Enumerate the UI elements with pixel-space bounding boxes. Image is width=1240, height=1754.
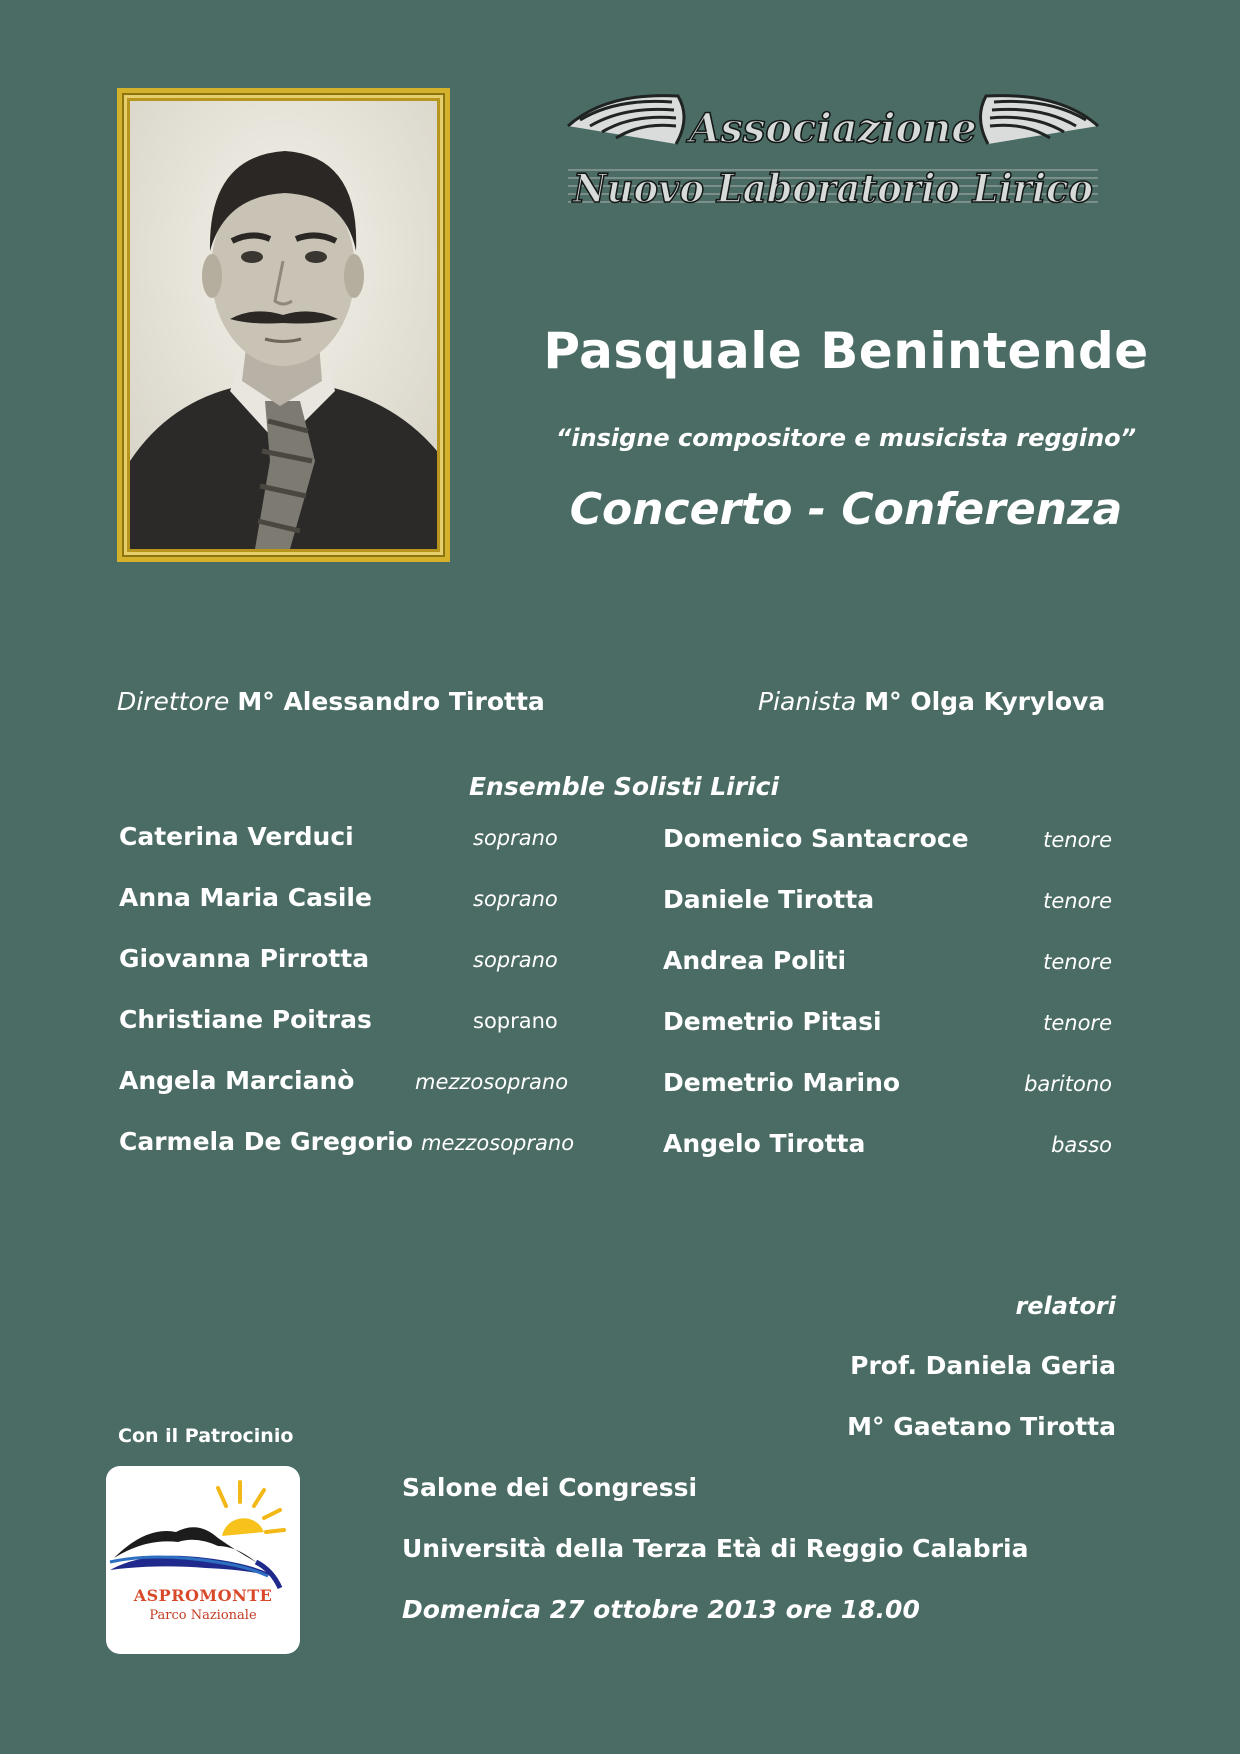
venue-institution: Università della Terza Età di Reggio Calabria [402,1534,1029,1563]
singer-voice: soprano [473,1009,558,1033]
singer-name: Anna Maria Casile [119,883,372,912]
singer-voice: tenore [1043,828,1112,852]
portrait-photo [130,101,437,549]
singer-voice: soprano [473,948,558,972]
speaker-name: Prof. Daniela Geria [850,1351,1116,1380]
event-datetime: Domenica 27 ottobre 2013 ore 18.00 [402,1595,920,1624]
mountain-sun-icon [106,1466,300,1654]
singer-name: Angelo Tirotta [663,1129,866,1158]
speakers-heading: relatori [1015,1292,1116,1320]
aspromonte-logo-name: ASPROMONTE [133,1586,273,1605]
singer-name: Giovanna Pirrotta [119,944,370,973]
logo-line-1: Associazione [689,105,977,152]
ensemble-title: Ensemble Solisti Lirici [468,772,780,801]
singer-voice: tenore [1043,1011,1112,1035]
speaker-name: M° Gaetano Tirotta [847,1412,1116,1441]
conductor-name: M° Alessandro Tirotta [237,687,545,716]
singer-voice: tenore [1043,950,1112,974]
conductor-role: Direttore [117,687,230,716]
venue-hall: Salone dei Congressi [402,1473,698,1502]
association-logo [566,86,1100,218]
singer-name: Andrea Politi [663,946,847,975]
singer-name: Caterina Verduci [119,822,354,851]
singer-name: Demetrio Pitasi [663,1007,882,1036]
singer-voice: soprano [473,826,558,850]
pianist-line [758,687,1105,716]
singer-voice: soprano [473,887,558,911]
conductor-line [117,687,545,716]
aspromonte-logo [106,1466,300,1654]
event-title: Pasquale Benintende [543,322,1149,380]
singer-name: Demetrio Marino [663,1068,901,1097]
pianist-role: Pianista [758,687,857,716]
singer-name: Carmela De Gregorio [119,1127,414,1156]
event-subtitle: Concerto - Conferenza [569,484,1123,535]
singer-voice: basso [1051,1133,1112,1157]
logo-line-2: Nuovo Laboratorio Lirico [571,166,1093,212]
singer-name: Angela Marcianò [119,1066,355,1095]
singer-name: Christiane Poitras [119,1005,372,1034]
singer-voice: baritono [1024,1072,1112,1096]
singer-name: Domenico Santacroce [663,824,969,853]
event-tagline: “insigne compositore e musicista reggino” [555,424,1137,452]
right-wing-icon [980,96,1098,144]
left-wing-icon [568,96,684,144]
singer-voice: tenore [1043,889,1112,913]
aspromonte-logo-sub: Parco Nazionale [149,1608,257,1623]
patronage-label: Con il Patrocinio [118,1425,294,1447]
singer-voice: mezzosoprano [415,1070,569,1094]
portrait-frame [117,88,450,562]
singer-name: Daniele Tirotta [663,885,875,914]
singer-voice: mezzosoprano [421,1131,575,1155]
pianist-name: M° Olga Kyrylova [864,687,1106,716]
